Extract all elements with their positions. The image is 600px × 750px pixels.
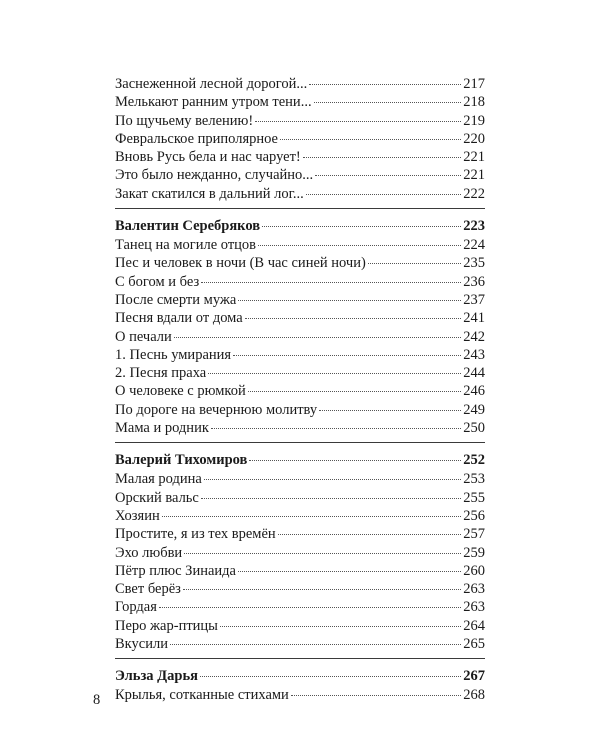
toc-section	[115, 666, 485, 709]
toc-entry	[115, 686, 485, 704]
entry-title: Перо жар-птицы	[115, 617, 218, 634]
toc-entry	[115, 525, 485, 543]
dot-leader	[201, 498, 461, 499]
dot-leader	[249, 460, 461, 461]
toc-entry	[115, 93, 485, 111]
entry-page: 224	[463, 237, 485, 254]
entry-page: 222	[463, 185, 485, 202]
dot-leader	[262, 226, 461, 227]
entry-title: 2. Песня праха	[115, 365, 207, 382]
toc-entry	[115, 507, 485, 525]
toc-entry	[115, 419, 485, 437]
entry-page: 236	[463, 273, 485, 290]
entry-page: 246	[463, 383, 485, 400]
toc-entry	[115, 291, 485, 309]
entry-page: 250	[463, 420, 485, 437]
entry-title: Пес и человек в ночи (В час синей ночи)	[115, 255, 366, 272]
entry-title: Крылья, сотканные стихами	[115, 687, 289, 704]
entry-page: 217	[463, 76, 485, 92]
dot-leader	[204, 479, 461, 480]
dot-leader	[303, 157, 461, 158]
entry-title: Вкусили	[115, 636, 168, 653]
toc-entry	[115, 489, 485, 507]
toc-entry	[115, 580, 485, 598]
dot-leader	[220, 626, 461, 627]
dot-leader	[315, 175, 461, 176]
entry-page: 218	[463, 94, 485, 111]
toc-entry	[115, 470, 485, 488]
entry-title: О печали	[115, 328, 172, 345]
toc-entry	[115, 346, 485, 364]
entry-title: Февральское приполярное	[115, 130, 278, 147]
entry-title: Гордая	[115, 599, 157, 616]
entry-title: Свет берёз	[115, 581, 181, 598]
toc-entry	[115, 75, 485, 93]
toc-entry	[115, 309, 485, 327]
entry-page: 253	[463, 471, 485, 488]
entry-title: Заснеженной лесной дорогой...	[115, 76, 308, 92]
toc-entry	[115, 112, 485, 130]
toc-author-entry	[115, 666, 485, 686]
toc-section	[115, 216, 485, 443]
entry-page: 221	[463, 167, 485, 184]
entry-title: О человеке с рюмкой	[115, 383, 246, 400]
entry-page: 257	[463, 526, 485, 543]
dot-leader	[201, 282, 461, 283]
entry-page: 235	[463, 255, 485, 272]
dot-leader	[211, 428, 461, 429]
entry-title: Эхо любви	[115, 544, 183, 561]
entry-page: 249	[463, 401, 485, 418]
entry-page: 237	[463, 291, 485, 308]
entry-page: 268	[463, 687, 485, 704]
dot-leader	[170, 644, 461, 645]
toc-entry	[115, 166, 485, 184]
dot-leader	[278, 534, 462, 535]
toc-author-entry	[115, 216, 485, 236]
toc-entry	[115, 130, 485, 148]
toc-entry	[115, 236, 485, 254]
entry-page: 244	[463, 365, 485, 382]
toc-entry	[115, 148, 485, 166]
entry-title: Пётр плюс Зинаида	[115, 562, 236, 579]
table-of-contents	[115, 75, 485, 717]
entry-page: 263	[463, 581, 485, 598]
dot-leader	[245, 318, 462, 319]
dot-leader	[291, 695, 461, 696]
dot-leader	[258, 245, 461, 246]
entry-title: Простите, я из тех времён	[115, 526, 276, 543]
dot-leader	[183, 589, 461, 590]
entry-title: Это было нежданно, случайно...	[115, 167, 314, 184]
dot-leader	[280, 139, 461, 140]
toc-entry	[115, 544, 485, 562]
toc-entry	[115, 382, 485, 400]
author-name: Валерий Тихомиров	[115, 452, 248, 469]
toc-section	[115, 450, 485, 659]
entry-title: По дороге на вечернюю молитву	[115, 401, 318, 418]
dot-leader	[238, 300, 461, 301]
toc-entry	[115, 562, 485, 580]
entry-title: Орский вальс	[115, 489, 199, 506]
dot-leader	[238, 571, 461, 572]
dot-leader	[368, 263, 461, 264]
toc-entry	[115, 273, 485, 291]
toc-entry	[115, 328, 485, 346]
dot-leader	[248, 391, 462, 392]
entry-title: Малая родина	[115, 471, 202, 488]
dot-leader	[184, 553, 461, 554]
entry-page: 221	[463, 149, 485, 166]
entry-title: Песня вдали от дома	[115, 310, 243, 327]
entry-title: Хозяин	[115, 507, 160, 524]
toc-section	[115, 75, 485, 209]
entry-page: 242	[463, 328, 485, 345]
entry-page: 265	[463, 636, 485, 653]
entry-title: По щучьему велению!	[115, 112, 254, 129]
author-page: 252	[463, 452, 485, 469]
dot-leader	[159, 607, 461, 608]
entry-title: Мелькают ранним утром тени...	[115, 94, 312, 111]
entry-title: Закат скатился в дальний лог...	[115, 185, 304, 202]
entry-page: 243	[463, 346, 485, 363]
entry-title: Мама и родник	[115, 420, 209, 437]
entry-page: 260	[463, 562, 485, 579]
toc-entry	[115, 598, 485, 616]
entry-title: 1. Песнь умирания	[115, 346, 232, 363]
toc-entry	[115, 617, 485, 635]
dot-leader	[314, 102, 462, 103]
entry-page: 256	[463, 507, 485, 524]
toc-entry	[115, 364, 485, 382]
entry-page: 219	[463, 112, 485, 129]
toc-entry	[115, 401, 485, 419]
entry-title: Вновь Русь бела и нас чарует!	[115, 149, 301, 166]
dot-leader	[306, 194, 461, 195]
author-name: Эльза Дарья	[115, 668, 198, 685]
author-name: Валентин Серебряков	[115, 218, 261, 235]
dot-leader	[233, 355, 461, 356]
dot-leader	[309, 84, 461, 85]
entry-page: 263	[463, 599, 485, 616]
author-page: 223	[463, 218, 485, 235]
toc-author-entry	[115, 450, 485, 470]
dot-leader	[255, 121, 461, 122]
dot-leader	[319, 410, 461, 411]
dot-leader	[200, 676, 461, 677]
entry-page: 241	[463, 310, 485, 327]
dot-leader	[162, 516, 462, 517]
entry-page: 264	[463, 617, 485, 634]
entry-title: После смерти мужа	[115, 291, 237, 308]
author-page: 267	[463, 668, 485, 685]
dot-leader	[208, 373, 461, 374]
entry-page: 220	[463, 130, 485, 147]
toc-entry	[115, 254, 485, 272]
page-number: 8	[93, 692, 101, 708]
entry-title: С богом и без	[115, 273, 200, 290]
dot-leader	[174, 337, 461, 338]
toc-entry	[115, 635, 485, 653]
toc-entry	[115, 185, 485, 203]
entry-page: 255	[463, 489, 485, 506]
entry-title: Танец на могиле отцов	[115, 237, 257, 254]
entry-page: 259	[463, 544, 485, 561]
